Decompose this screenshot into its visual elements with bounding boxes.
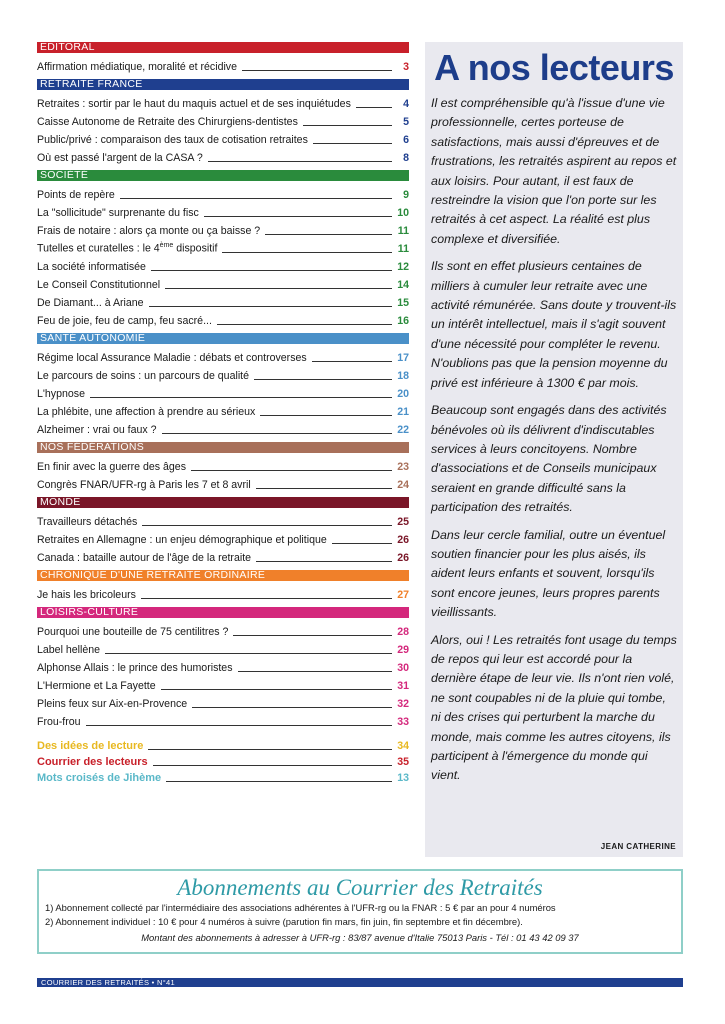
toc-entry-page: 28 xyxy=(397,626,409,638)
toc-entry-page: 18 xyxy=(397,370,409,382)
toc-entry-page: 20 xyxy=(397,388,409,400)
section-header: NOS FÉDÉRATIONS xyxy=(37,442,409,453)
section-header: SANTÉ AUTONOMIE xyxy=(37,333,409,344)
panel-body xyxy=(431,94,677,786)
editorial-panel xyxy=(425,42,683,857)
toc-entry-title: Frou-frou xyxy=(37,716,81,728)
leader-line xyxy=(313,143,392,144)
toc-entry[interactable] xyxy=(37,365,409,383)
toc-entry-title: Alphonse Allais : le prince des humoristes xyxy=(37,662,233,674)
toc-entry-title: En finir avec la guerre des âges xyxy=(37,461,186,473)
toc-entry-title: Le parcours de soins : un parcours de qualité xyxy=(37,370,250,382)
toc-entry-title: Régime local Assurance Maladie : débats et controverses xyxy=(37,352,307,364)
toc-entry-page: 26 xyxy=(397,534,409,546)
subscription-collective: 1) Abonnement collecté par l'intermédiaire des associations adhérentes à l'UFR-rg ou la FNAR : 5 € par an pour 4 numéros xyxy=(45,902,556,913)
subscription-individual: 2) Abonnement individuel : 10 € pour 4 numéros à suivre (parution fin mars, fin juin, fin septembre et fin décembre). xyxy=(45,916,523,927)
leader-line xyxy=(161,689,392,690)
toc-entry[interactable] xyxy=(37,675,409,693)
leader-line xyxy=(254,379,392,380)
leader-line xyxy=(256,488,392,489)
toc-entry-title: L'hypnose xyxy=(37,388,85,400)
leader-line xyxy=(162,433,392,434)
toc-section xyxy=(37,607,409,729)
toc-entry[interactable] xyxy=(37,111,409,129)
leader-line xyxy=(142,525,392,526)
leader-line xyxy=(217,324,392,325)
toc-entry-title: Congrès FNAR/UFR-rg à Paris les 7 et 8 avril xyxy=(37,479,251,491)
editorial-paragraph: Beaucoup sont engagés dans des activités bénévoles où ils délivrent d'indiscutables services à leurs concitoyens. Nombre d'associations et de Conseils municipaux seraient en grande difficulté sans la participation des retraités. xyxy=(431,403,667,515)
toc-entry-page: 27 xyxy=(397,589,409,601)
toc-entry-title: Points de repère xyxy=(37,189,115,201)
toc-entry-title: La "sollicitude" surprenante du fisc xyxy=(37,207,199,219)
toc-entry[interactable] xyxy=(37,511,409,529)
subscriptions-box xyxy=(37,869,683,954)
toc-entry-title: Le Conseil Constitutionnel xyxy=(37,279,161,291)
toc-entry-page: 10 xyxy=(397,207,409,219)
footer-bar: COURRIER DES RETRAITÉS • N°41 xyxy=(37,978,683,987)
toc-entry[interactable] xyxy=(37,93,409,111)
special-entry-title: Des idées de lecture xyxy=(37,740,144,752)
leader-line xyxy=(265,234,392,235)
leader-line xyxy=(86,725,392,726)
leader-line xyxy=(90,397,392,398)
leader-line xyxy=(153,765,392,766)
toc-entry-title: La phlébite, une affection à prendre au sérieux xyxy=(37,406,256,418)
toc-entry[interactable] xyxy=(37,256,409,274)
section-header: LOISIRS-CULTURE xyxy=(37,607,409,618)
special-entry-page: 34 xyxy=(397,740,409,752)
panel-title: A nos lecteurs xyxy=(434,47,674,88)
special-entry-page: 35 xyxy=(397,756,409,768)
special-entry-title: Mots croisés de Jihème xyxy=(37,772,162,784)
editorial-paragraph: Il est compréhensible qu'à l'issue d'une vie professionnelle, certes porteuse de satisfactions, mais aussi d'épreuves et de frustrations, les retraités aspirent au repos et aux loisirs. Pour autant, il est faux de restreindre la vision que l'on porte sur les retraités à cet aspect. La réalité est plus complexe et diversifiée. xyxy=(431,96,677,246)
toc-entry[interactable] xyxy=(37,184,409,202)
special-entry-title: Courrier des lecteurs xyxy=(37,756,148,768)
toc-entry[interactable] xyxy=(37,238,409,256)
leader-line xyxy=(166,781,392,782)
toc-entry-title: Label hellène xyxy=(37,644,101,656)
toc-entry[interactable] xyxy=(37,56,409,74)
leader-line xyxy=(105,653,392,654)
leader-line xyxy=(208,161,392,162)
section-header: SOCIÉTÉ xyxy=(37,170,409,181)
leader-line xyxy=(312,361,392,362)
toc-entry[interactable] xyxy=(37,401,409,419)
toc-entry-title: Retraites en Allemagne : un enjeu démographique et politique xyxy=(37,534,327,546)
toc-entry[interactable] xyxy=(37,147,409,165)
toc-entry[interactable] xyxy=(37,129,409,147)
toc-entry-page: 3 xyxy=(403,61,409,73)
leader-line xyxy=(260,415,392,416)
leader-line xyxy=(303,125,392,126)
leader-line xyxy=(356,107,392,108)
special-entry[interactable] xyxy=(37,769,409,785)
toc-entry[interactable] xyxy=(37,657,409,675)
toc-entry-title: Feu de joie, feu de camp, feu sacré... xyxy=(37,315,212,327)
editorial-paragraph: Ils sont en effet plusieurs centaines de milliers à cumuler leur retraite avec une activité rémunérée. Sans doute y trouvent-ils un intérêt intellectuel, mais il s'agit souvent d'une nécessité pour compléter le revenu. N'oublions pas que la pension moyenne du privé est inférieure à 1300 € par mois. xyxy=(431,259,677,390)
toc-entry[interactable] xyxy=(37,220,409,238)
toc-entry[interactable] xyxy=(37,292,409,310)
toc-entry-page: 6 xyxy=(403,134,409,146)
leader-line xyxy=(233,635,392,636)
toc-entry-page: 25 xyxy=(397,516,409,528)
toc-entry-page: 24 xyxy=(397,479,409,491)
signature: JEAN CATHERINE xyxy=(600,842,676,851)
toc-entry-title: Travailleurs détachés xyxy=(37,516,138,528)
toc-entry-title: Affirmation médiatique, moralité et récidive xyxy=(37,61,237,73)
leader-line xyxy=(148,749,392,750)
toc-entry-page: 33 xyxy=(397,716,409,728)
toc-entry[interactable] xyxy=(37,347,409,365)
toc-entry-page: 9 xyxy=(403,189,409,201)
section-header: MONDE xyxy=(37,497,409,508)
section-header: CHRONIQUE D'UNE RETRAITE ORDINAIRE xyxy=(37,570,409,581)
table-of-contents xyxy=(37,42,409,785)
toc-entry-title: Alzheimer : vrai ou faux ? xyxy=(37,424,157,436)
toc-entry[interactable] xyxy=(37,621,409,639)
toc-entry-page: 29 xyxy=(397,644,409,656)
leader-line xyxy=(204,216,392,217)
leader-line xyxy=(165,288,392,289)
toc-entry-title: L'Hermione et La Fayette xyxy=(37,680,156,692)
toc-entry[interactable] xyxy=(37,274,409,292)
toc-entry-page: 11 xyxy=(397,243,409,255)
special-entries xyxy=(37,737,409,785)
leader-line xyxy=(151,270,392,271)
toc-entry-page: 14 xyxy=(397,279,409,291)
toc-entry-page: 4 xyxy=(403,98,409,110)
toc-entry-title: Public/privé : comparaison des taux de cotisation retraites xyxy=(37,134,308,146)
toc-entry[interactable] xyxy=(37,639,409,657)
leader-line xyxy=(120,198,392,199)
toc-entry-title: Pourquoi une bouteille de 75 centilitres ? xyxy=(37,626,229,638)
toc-entry-page: 16 xyxy=(397,315,409,327)
leader-line xyxy=(141,598,392,599)
toc-entry-title: Où est passé l'argent de la CASA ? xyxy=(37,152,203,164)
toc-section xyxy=(37,170,409,328)
toc-entry-title: De Diamant... à Ariane xyxy=(37,297,144,309)
toc-entry-page: 30 xyxy=(397,662,409,674)
toc-entry-page: 11 xyxy=(397,225,409,237)
toc-entry[interactable] xyxy=(37,419,409,437)
toc-entry-page: 12 xyxy=(397,261,409,273)
toc-entry[interactable] xyxy=(37,474,409,492)
toc-entry[interactable] xyxy=(37,693,409,711)
special-entry[interactable] xyxy=(37,753,409,769)
toc-entry-page: 22 xyxy=(397,424,409,436)
toc-entry-title: Caisse Autonome de Retraite des Chirurgiens-dentistes xyxy=(37,116,298,128)
toc-entry-page: 17 xyxy=(397,352,409,364)
toc-entry-title: Pleins feux sur Aix-en-Provence xyxy=(37,698,188,710)
toc-entry-title: Retraites : sortir par le haut du maquis actuel et de ses inquiétudes xyxy=(37,98,351,110)
leader-line xyxy=(222,252,392,253)
toc-entry-page: 15 xyxy=(397,297,409,309)
leader-line xyxy=(242,70,392,71)
toc-entry[interactable] xyxy=(37,310,409,328)
toc-entry[interactable] xyxy=(37,584,409,602)
toc-entry[interactable] xyxy=(37,529,409,547)
toc-entry-page: 5 xyxy=(403,116,409,128)
special-entry-page: 13 xyxy=(397,772,409,784)
toc-entry[interactable] xyxy=(37,547,409,565)
toc-section xyxy=(37,442,409,492)
toc-entry-page: 26 xyxy=(397,552,409,564)
editorial-paragraph: Dans leur cercle familial, outre un éventuel soutien financier pour les plus aisés, ils aident leurs enfants et souvent, lorsqu'ils sont encore jeunes, leurs propres parents vieillissants. xyxy=(431,527,666,620)
toc-entry-page: 21 xyxy=(397,406,409,418)
toc-entry-title: Canada : bataille autour de l'âge de la retraite xyxy=(37,552,252,564)
toc-entry[interactable] xyxy=(37,202,409,220)
toc-section xyxy=(37,497,409,565)
toc-entry[interactable] xyxy=(37,711,409,729)
toc-section xyxy=(37,570,409,602)
section-header: EDITORAL xyxy=(37,42,409,53)
section-header: RETRAITE FRANCE xyxy=(37,79,409,90)
leader-line xyxy=(149,306,392,307)
toc-entry-title: Je hais les bricoleurs xyxy=(37,589,136,601)
toc-entry-page: 8 xyxy=(403,152,409,164)
leader-line xyxy=(191,470,392,471)
toc-entry-page: 31 xyxy=(397,680,409,692)
toc-entry-title: Tutelles et curatelles : le 4ème dispositif xyxy=(37,242,218,255)
toc-entry-title: La société informatisée xyxy=(37,261,146,273)
leader-line xyxy=(332,543,392,544)
toc-entry[interactable] xyxy=(37,456,409,474)
leader-line xyxy=(256,561,392,562)
toc-entry[interactable] xyxy=(37,383,409,401)
toc-entry-title: Frais de notaire : alors ça monte ou ça baisse ? xyxy=(37,225,261,237)
special-entry[interactable] xyxy=(37,737,409,753)
toc-section xyxy=(37,42,409,74)
leader-line xyxy=(192,707,392,708)
subscription-address: Montant des abonnements à adresser à UFR-rg : 83/87 avenue d'Italie 75013 Paris - Tél : 01 43 42 09 37 xyxy=(141,932,579,943)
editorial-paragraph: Alors, oui ! Les retraités font usage du temps de repos qui leur est accordé pour la dernière étape de leur vie. Ils n'ont rien volé, ne sont coupables ni de la pluie qui tombe, ni des crises qui perturbent la marche du monde, mais comme les autres citoyens, ils participent à l'émergence du monde qui vient. xyxy=(431,632,677,783)
toc-section xyxy=(37,333,409,437)
subscriptions-title: Abonnements au Courrier des Retraités xyxy=(177,875,543,900)
leader-line xyxy=(238,671,393,672)
toc-entry-page: 23 xyxy=(397,461,409,473)
toc-section xyxy=(37,79,409,165)
toc-entry-page: 32 xyxy=(397,698,409,710)
